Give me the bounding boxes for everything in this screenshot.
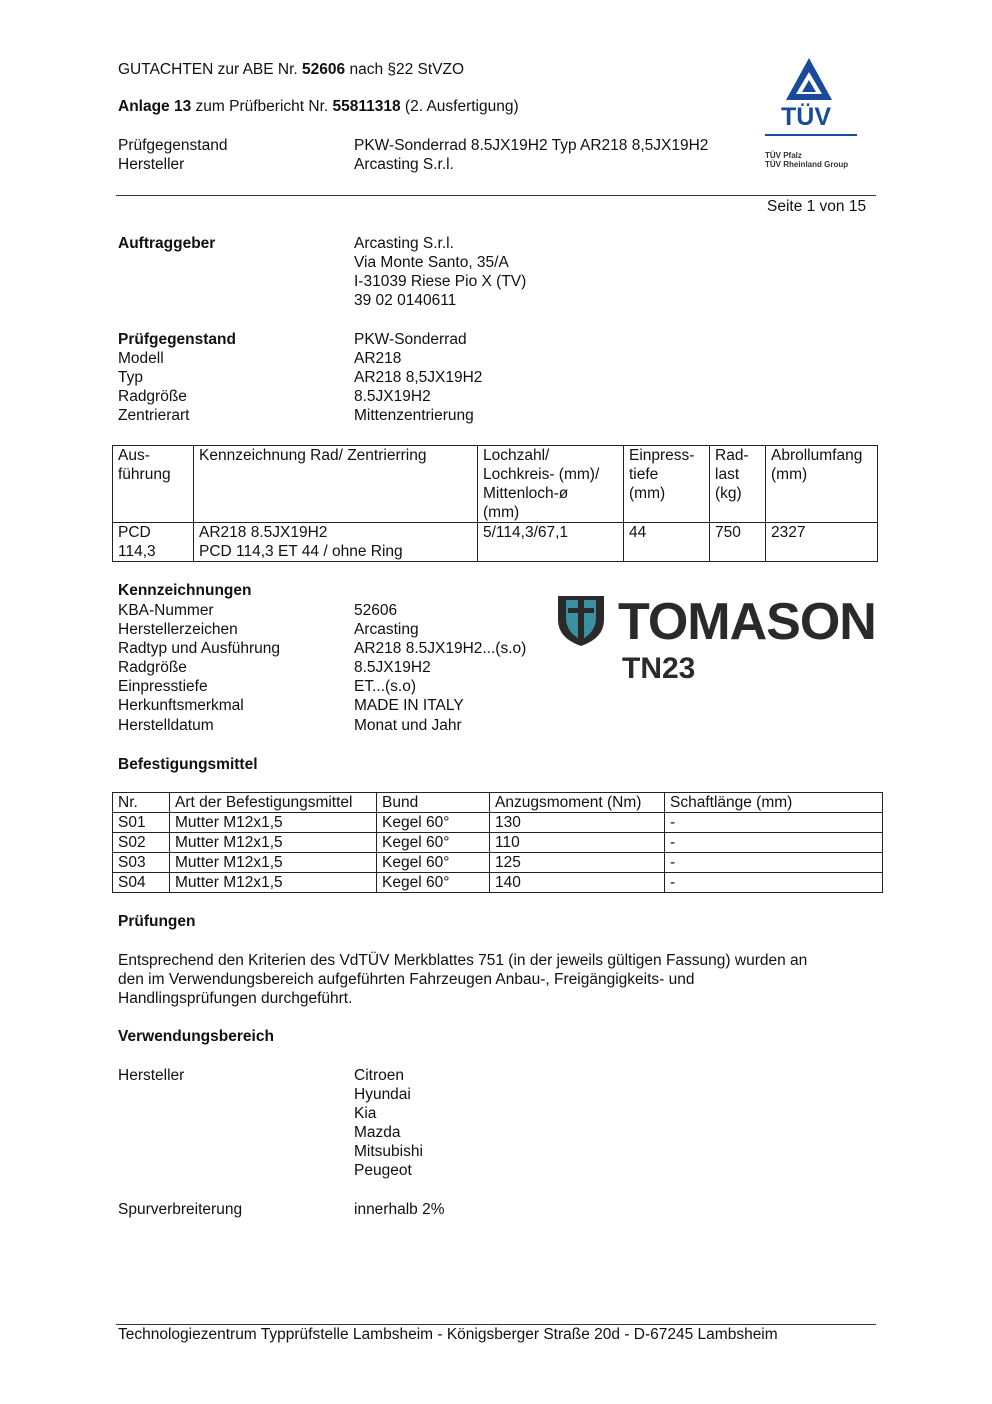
- cell-bund: Kegel 60°: [377, 833, 490, 853]
- data-cell: [194, 523, 478, 562]
- herstellerzeichen-value: Arcasting: [354, 621, 419, 638]
- herkunft-value: MADE IN ITALY: [354, 697, 464, 714]
- tuv-caption: [765, 151, 848, 169]
- cell-line: 750: [715, 524, 741, 541]
- hersteller-item: Mitsubishi: [354, 1143, 423, 1160]
- auftraggeber-line-4: 39 02 0140611: [354, 292, 457, 309]
- modell-value: AR218: [354, 350, 402, 367]
- anlage-mid: zum Prüfbericht Nr.: [191, 98, 333, 115]
- tuv-caption-line1: TÜV Pfalz: [765, 151, 802, 160]
- header-line: (mm): [629, 485, 666, 502]
- cell-bund: Kegel 60°: [377, 813, 490, 833]
- footer-text: Technologiezentrum Typprüfstelle Lambsheim - Königsberger Straße 20d - D-67245 Lambsheim: [118, 1326, 778, 1343]
- gutachten-line: [118, 60, 464, 79]
- radtyp-value: AR218 8.5JX19H2...(s.o): [354, 640, 527, 657]
- header-line: Aus-: [118, 447, 150, 464]
- header-cell: [624, 446, 710, 523]
- pruefgegenstand-label: Prüfgegenstand: [118, 331, 236, 348]
- hersteller-item: Mazda: [354, 1124, 401, 1141]
- page-info: Seite 1 von 15: [767, 198, 867, 215]
- zentrierart-value: Mittenzentrierung: [354, 407, 474, 424]
- header-line: Einpress-: [629, 447, 695, 464]
- herstelldatum-label: Herstelldatum: [118, 717, 214, 734]
- kz-radgroesse-value: 8.5JX19H2: [354, 659, 431, 676]
- herstelldatum-value: Monat und Jahr: [354, 717, 462, 734]
- header-cell: [710, 446, 766, 523]
- data-cell: [710, 523, 766, 562]
- pruefungen-line-1: Entsprechend den Kriterien des VdTÜV Merkblattes 751 (in der jeweils gültigen Fassung) wurden an: [118, 952, 808, 969]
- auftraggeber-label: Auftraggeber: [118, 235, 216, 252]
- table-row: [113, 813, 883, 833]
- befestigung-title: Befestigungsmittel: [118, 756, 258, 773]
- auftraggeber-line-2: Via Monte Santo, 35/A: [354, 254, 509, 271]
- cell-art: Mutter M12x1,5: [170, 813, 377, 833]
- tomason-model: TN23: [622, 652, 696, 685]
- ausfuehrung-data-row: [113, 523, 878, 562]
- table-row: [113, 873, 883, 893]
- verwendungsbereich-title: Verwendungsbereich: [118, 1028, 274, 1045]
- befestigung-header-row: [113, 793, 883, 813]
- cell-line: AR218 8.5JX19H2: [199, 524, 328, 541]
- header-line: tiefe: [629, 466, 659, 483]
- data-cell: [478, 523, 624, 562]
- pruefungen-line-3: Handlingsprüfungen durchgeführt.: [118, 990, 353, 1007]
- cell-moment: 110: [490, 833, 665, 853]
- cell-art: Mutter M12x1,5: [170, 873, 377, 893]
- vb-hersteller-label: Hersteller: [118, 1067, 185, 1084]
- hersteller-item: Hyundai: [354, 1086, 411, 1103]
- cell-bund: Kegel 60°: [377, 853, 490, 873]
- header-cell: Art der Befestigungsmittel: [170, 793, 377, 813]
- cell-schaft: -: [665, 873, 883, 893]
- header-cell: Bund: [377, 793, 490, 813]
- cell-art: Mutter M12x1,5: [170, 833, 377, 853]
- header-line: (mm): [483, 504, 520, 521]
- tuv-logo: [762, 56, 862, 176]
- cell-nr: S02: [113, 833, 170, 853]
- cell-line: 114,3: [118, 543, 156, 560]
- cell-schaft: -: [665, 833, 883, 853]
- header-cell: [194, 446, 478, 523]
- spur-value: innerhalb 2%: [354, 1201, 445, 1218]
- table-row: [113, 833, 883, 853]
- hersteller-item: Kia: [354, 1105, 377, 1122]
- header-pruefgegenstand-label: Prüfgegenstand: [118, 137, 228, 154]
- gutachten-prefix: GUTACHTEN zur ABE Nr.: [118, 61, 303, 78]
- kennzeichnungen-title: Kennzeichnungen: [118, 582, 252, 599]
- cell-line: PCD: [118, 524, 151, 541]
- header-line: Lochkreis- (mm)/: [483, 466, 600, 483]
- typ-value: AR218 8,5JX19H2: [354, 369, 483, 386]
- ausfuehrung-header-row: [113, 446, 878, 523]
- header-line: führung: [118, 466, 171, 483]
- tuv-triangle-icon: [762, 56, 862, 106]
- header-hersteller-value: Arcasting S.r.l.: [354, 156, 454, 173]
- anlage-suffix: (2. Ausfertigung): [400, 98, 519, 115]
- cell-nr: S04: [113, 873, 170, 893]
- auftraggeber-line-3: I-31039 Riese Pio X (TV): [354, 273, 527, 290]
- modell-label: Modell: [118, 350, 164, 367]
- hersteller-item: Citroen: [354, 1067, 404, 1084]
- anlage-label: Anlage 13: [118, 98, 192, 115]
- cell-moment: 130: [490, 813, 665, 833]
- shield-cross-icon: [556, 592, 608, 648]
- abe-number: 52606: [302, 61, 346, 78]
- header-cell: [113, 446, 194, 523]
- tomason-logo: [556, 590, 880, 690]
- header-cell: [478, 446, 624, 523]
- header-line: Abrollumfang: [771, 447, 863, 464]
- typ-label: Typ: [118, 369, 143, 386]
- pruefgegenstand-value: PKW-Sonderrad: [354, 331, 467, 348]
- spur-label: Spurverbreiterung: [118, 1201, 243, 1218]
- cell-schaft: -: [665, 853, 883, 873]
- header-line: Rad-: [715, 447, 749, 464]
- gutachten-suffix: nach §22 StVZO: [345, 61, 465, 78]
- tuv-caption-line2: TÜV Rheinland Group: [765, 160, 849, 169]
- radtyp-label: Radtyp und Ausführung: [118, 640, 281, 657]
- cell-line: 5/114,3/67,1: [483, 524, 569, 541]
- cell-moment: 140: [490, 873, 665, 893]
- header-line: Mittenloch-ø: [483, 485, 569, 502]
- radgroesse-value: 8.5JX19H2: [354, 388, 431, 405]
- report-number: 55811318: [332, 98, 401, 115]
- header-line: Lochzahl/: [483, 447, 550, 464]
- header-cell: Schaftlänge (mm): [665, 793, 883, 813]
- anlage-line: [118, 97, 519, 116]
- tomason-brand: TOMASON: [618, 593, 876, 651]
- einpresstiefe-label: Einpresstiefe: [118, 678, 208, 695]
- tuv-word: TÜV: [781, 103, 831, 131]
- cell-nr: S03: [113, 853, 170, 873]
- header-cell: Anzugsmoment (Nm): [490, 793, 665, 813]
- data-cell: [624, 523, 710, 562]
- cell-moment: 125: [490, 853, 665, 873]
- kba-value: 52606: [354, 602, 398, 619]
- pruefungen-title: Prüfungen: [118, 913, 196, 930]
- auftraggeber-line-1: Arcasting S.r.l.: [354, 235, 454, 252]
- kz-radgroesse-label: Radgröße: [118, 659, 187, 676]
- radgroesse-label: Radgröße: [118, 388, 187, 405]
- header-line: last: [715, 466, 740, 483]
- data-cell: [766, 523, 878, 562]
- cell-nr: S01: [113, 813, 170, 833]
- cell-line: 2327: [771, 524, 806, 541]
- header-line: (kg): [715, 485, 742, 502]
- data-cell: [113, 523, 194, 562]
- header-cell: Nr.: [113, 793, 170, 813]
- header-pruefgegenstand-value: PKW-Sonderrad 8.5JX19H2 Typ AR218 8,5JX19H2: [354, 137, 709, 154]
- table-row: [113, 853, 883, 873]
- kba-label: KBA-Nummer: [118, 602, 214, 619]
- cell-schaft: -: [665, 813, 883, 833]
- cell-line: 44: [629, 524, 647, 541]
- herstellerzeichen-label: Herstellerzeichen: [118, 621, 238, 638]
- ausfuehrung-table: [112, 445, 878, 562]
- header-rule: [116, 195, 876, 196]
- einpresstiefe-value: ET...(s.o): [354, 678, 417, 695]
- header-hersteller-label: Hersteller: [118, 156, 185, 173]
- header-line: (mm): [771, 466, 808, 483]
- cell-line: PCD 114,3 ET 44 / ohne Ring: [199, 543, 403, 560]
- cell-art: Mutter M12x1,5: [170, 853, 377, 873]
- herkunft-label: Herkunftsmerkmal: [118, 697, 244, 714]
- header-line: Kennzeichnung Rad/ Zentrierring: [199, 447, 427, 464]
- header-cell: [766, 446, 878, 523]
- pruefungen-line-2: den im Verwendungsbereich aufgeführten Fahrzeugen Anbau-, Freigängigkeits- und: [118, 971, 695, 988]
- zentrierart-label: Zentrierart: [118, 407, 190, 424]
- befestigung-table: [112, 792, 883, 893]
- hersteller-item: Peugeot: [354, 1162, 412, 1179]
- tuv-bar: [765, 134, 857, 136]
- cell-bund: Kegel 60°: [377, 873, 490, 893]
